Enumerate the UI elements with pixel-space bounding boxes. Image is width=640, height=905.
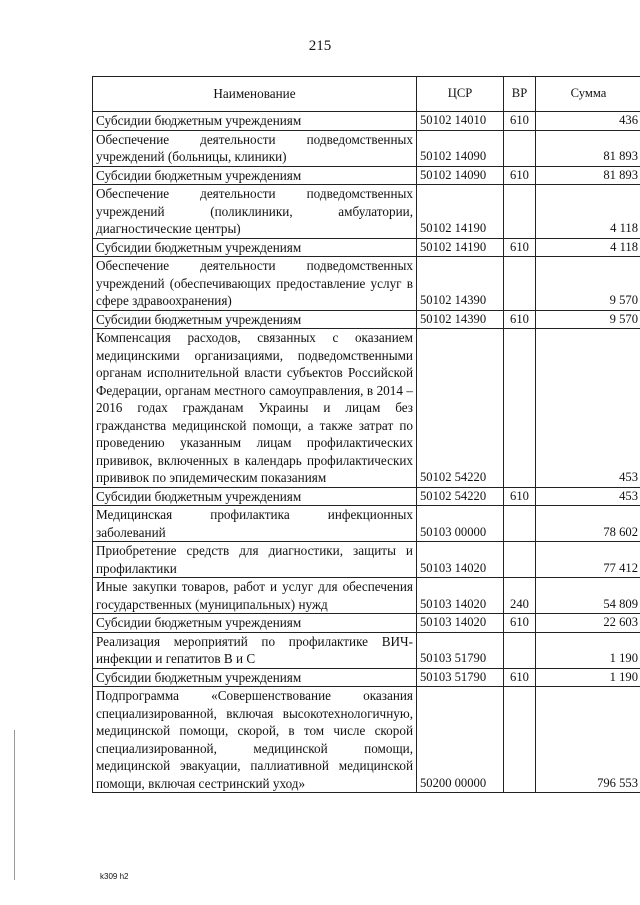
row-csr: 50102 14090 <box>417 166 504 185</box>
row-sum: 77 412 <box>536 542 640 578</box>
row-csr: 50102 14010 <box>417 112 504 131</box>
row-vr: 610 <box>504 487 536 506</box>
header-csr: ЦСР <box>417 77 504 112</box>
row-vr: 240 <box>504 578 536 614</box>
row-csr: 50102 54220 <box>417 329 504 488</box>
row-vr <box>504 130 536 166</box>
row-vr: 610 <box>504 166 536 185</box>
row-vr <box>504 542 536 578</box>
row-name: Субсидии бюджетным учреждениям <box>93 238 417 257</box>
table-row <box>93 166 640 185</box>
row-name: Подпрограмма «Совершенствование оказания специализированной, включая высокотехнологичную, медицинской помощи, скорой, в том числе скорой специализированной, медицинской помощи, медицинской эвакуации, паллиативной медицинской помощи, включая сестринский уход» <box>93 687 417 793</box>
row-csr: 50102 54220 <box>417 487 504 506</box>
row-sum: 78 602 <box>536 506 640 542</box>
header-name: Наименование <box>93 77 417 112</box>
row-csr: 50103 00000 <box>417 506 504 542</box>
row-name: Приобретение средств для диагностики, защиты и профилактики <box>93 542 417 578</box>
row-vr <box>504 185 536 239</box>
table-row <box>93 310 640 329</box>
table-row <box>93 257 640 311</box>
row-vr: 610 <box>504 614 536 633</box>
row-csr: 50103 51790 <box>417 668 504 687</box>
row-csr: 50102 14190 <box>417 185 504 239</box>
scan-edge-line <box>14 730 15 880</box>
row-sum: 9 570 <box>536 310 640 329</box>
footer-code: k309 h2 <box>100 872 129 881</box>
table-row <box>93 185 640 239</box>
row-csr: 50102 14390 <box>417 310 504 329</box>
row-vr: 610 <box>504 310 536 329</box>
row-sum: 81 893 <box>536 166 640 185</box>
row-sum: 9 570 <box>536 257 640 311</box>
row-name: Субсидии бюджетным учреждениям <box>93 487 417 506</box>
row-vr: 610 <box>504 238 536 257</box>
header-vr: ВР <box>504 77 536 112</box>
row-name: Субсидии бюджетным учреждениям <box>93 112 417 131</box>
row-sum: 22 603 <box>536 614 640 633</box>
table-row <box>93 238 640 257</box>
row-name: Субсидии бюджетным учреждениям <box>93 668 417 687</box>
table-row <box>93 130 640 166</box>
row-csr: 50103 14020 <box>417 578 504 614</box>
row-sum: 1 190 <box>536 668 640 687</box>
row-vr <box>504 506 536 542</box>
table-header-row <box>93 77 640 112</box>
table-row <box>93 614 640 633</box>
table-row <box>93 487 640 506</box>
row-name: Субсидии бюджетным учреждениям <box>93 614 417 633</box>
row-vr <box>504 632 536 668</box>
header-sum: Сумма <box>536 77 640 112</box>
row-name: Обеспечение деятельности подведомственных учреждений (поликлиники, амбулатории, диагностические центры) <box>93 185 417 239</box>
row-vr <box>504 257 536 311</box>
row-vr: 610 <box>504 668 536 687</box>
row-vr <box>504 687 536 793</box>
row-sum: 4 118 <box>536 185 640 239</box>
row-name: Субсидии бюджетным учреждениям <box>93 310 417 329</box>
row-csr: 50102 14190 <box>417 238 504 257</box>
table-row <box>93 542 640 578</box>
row-sum: 81 893 <box>536 130 640 166</box>
budget-table <box>92 76 640 793</box>
table-row <box>93 632 640 668</box>
row-vr <box>504 329 536 488</box>
row-name: Медицинская профилактика инфекционных заболеваний <box>93 506 417 542</box>
table-row <box>93 578 640 614</box>
row-csr: 50103 51790 <box>417 632 504 668</box>
table-row <box>93 687 640 793</box>
row-csr: 50103 14020 <box>417 542 504 578</box>
row-sum: 1 190 <box>536 632 640 668</box>
row-sum: 453 <box>536 329 640 488</box>
row-name: Реализация мероприятий по профилактике ВИЧ-инфекции и гепатитов В и С <box>93 632 417 668</box>
table-row <box>93 112 640 131</box>
row-sum: 796 553 <box>536 687 640 793</box>
row-name: Обеспечение деятельности подведомственных учреждений (обеспечивающих предоставление услуг в сфере здравоохранения) <box>93 257 417 311</box>
page-number: 215 <box>308 38 332 54</box>
row-sum: 436 <box>536 112 640 131</box>
row-sum: 54 809 <box>536 578 640 614</box>
row-name: Иные закупки товаров, работ и услуг для обеспечения государственных (муниципальных) нужд <box>93 578 417 614</box>
table-row <box>93 668 640 687</box>
row-csr: 50200 00000 <box>417 687 504 793</box>
row-sum: 453 <box>536 487 640 506</box>
row-name: Компенсация расходов, связанных с оказанием медицинскими организациями, подведомственными органам исполнительной власти субъектов Российской Федерации, органам местного самоуправления, в 2014 – 2016 годах гражданам Украины и лицам без гражданства медицинской помощи, а также затрат по проведению указанным лицам профилактических прививок, включенных в календарь профилактических прививок по эпидемическим показаниям <box>93 329 417 488</box>
row-csr: 50102 14090 <box>417 130 504 166</box>
table-row <box>93 506 640 542</box>
table-row <box>93 329 640 488</box>
row-csr: 50102 14390 <box>417 257 504 311</box>
row-name: Обеспечение деятельности подведомственных учреждений (больницы, клиники) <box>93 130 417 166</box>
row-csr: 50103 14020 <box>417 614 504 633</box>
row-vr: 610 <box>504 112 536 131</box>
row-sum: 4 118 <box>536 238 640 257</box>
row-name: Субсидии бюджетным учреждениям <box>93 166 417 185</box>
